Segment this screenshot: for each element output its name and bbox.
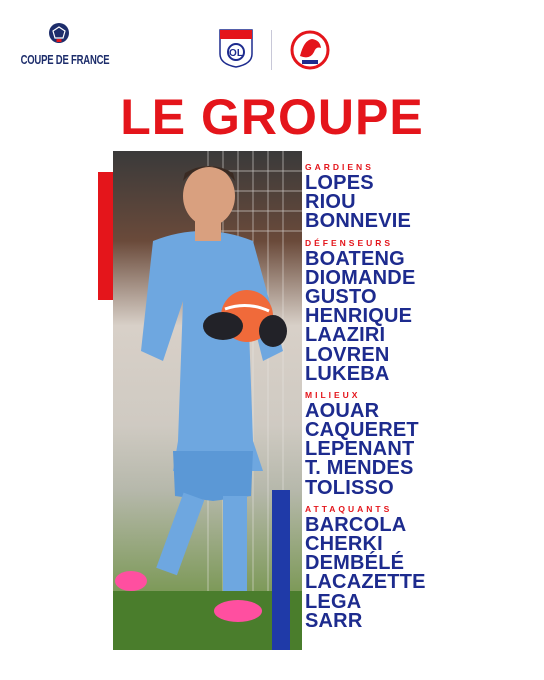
player-name: LOVREN xyxy=(305,343,390,366)
player-name: TOLISSO xyxy=(305,476,394,499)
player-name: CHERKI xyxy=(305,533,383,555)
club-separator xyxy=(271,30,272,70)
player-name: LEGA xyxy=(305,590,362,613)
coupe-de-france-logo xyxy=(20,22,110,70)
player-name: RIOU xyxy=(305,191,356,214)
svg-text:OL: OL xyxy=(229,48,243,59)
player-name: LACAZETTE xyxy=(305,571,426,594)
player-name: LAAZIRI xyxy=(305,324,386,347)
player-name: SARR xyxy=(305,609,363,632)
player-name: DIOMANDE xyxy=(305,266,416,289)
player-name: BOATENG xyxy=(305,247,405,270)
player-name: AOUAR xyxy=(305,399,380,422)
squad-list xyxy=(305,160,535,631)
olympique-lyonnais-crest-icon xyxy=(218,28,254,68)
section-label: ATTAQUANTS xyxy=(305,503,393,514)
section-defenseurs xyxy=(305,236,535,384)
player-name: BONNEVIE xyxy=(305,210,412,233)
player-name: LEPENANT xyxy=(305,438,415,461)
blue-accent-bar xyxy=(272,490,290,650)
section-milieux xyxy=(305,388,535,498)
player-name: LOPES xyxy=(305,172,374,194)
section-attaquants xyxy=(305,502,535,631)
section-label: GARDIENS xyxy=(305,162,374,172)
section-gardiens xyxy=(305,160,535,232)
section-label: DÉFENSEURS xyxy=(305,237,394,248)
player-name: T. MENDES xyxy=(305,457,414,480)
player-name: LUKEBA xyxy=(305,362,390,385)
player-name: BARCOLA xyxy=(305,513,407,536)
player-name: HENRIQUE xyxy=(305,305,413,328)
player-name: DEMBÉLÉ xyxy=(305,552,405,575)
player-name: CAQUERET xyxy=(305,419,419,442)
player-name: GUSTO xyxy=(305,285,377,308)
section-label: MILIEUX xyxy=(305,389,361,400)
trophy-ball-icon xyxy=(48,22,70,44)
losc-crest-icon xyxy=(290,30,330,70)
competition-logo-text: COUPE DE FRANCE xyxy=(20,52,110,69)
page-title: LE GROUPE xyxy=(120,89,424,145)
